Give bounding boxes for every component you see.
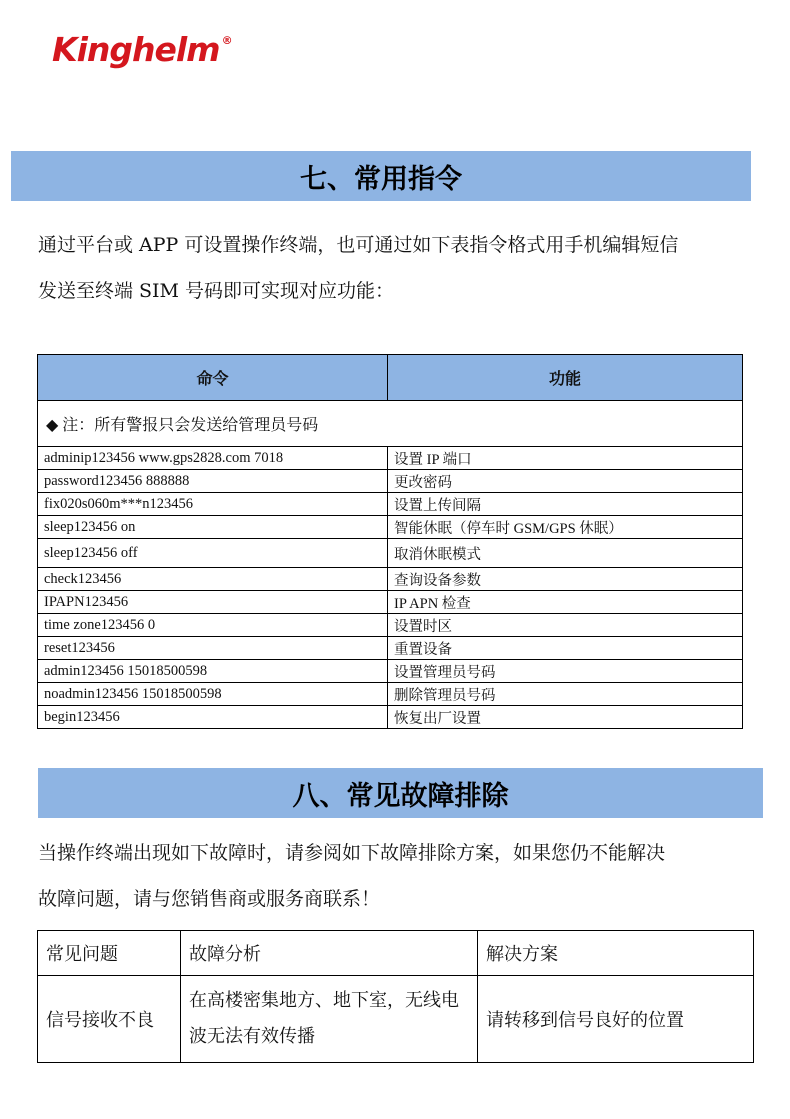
section7-intro (38, 222, 678, 314)
command-cell: sleep123456 on (38, 516, 388, 539)
function-cell: 更改密码 (388, 470, 743, 493)
table-row (38, 683, 743, 706)
command-cell: reset123456 (38, 637, 388, 660)
section8-intro-line2: 故障问题，请与您销售商或服务商联系！ (38, 888, 381, 910)
header-problem: 常见问题 (38, 931, 181, 976)
table-row (38, 976, 754, 1063)
fault-table-header (38, 931, 754, 976)
function-cell: 恢复出厂设置 (388, 706, 743, 729)
registered-mark: ® (221, 34, 232, 47)
command-cell: IPAPN123456 (38, 591, 388, 614)
command-table (37, 354, 743, 729)
function-cell: 取消休眠模式 (388, 539, 743, 568)
command-cell: sleep123456 off (38, 539, 388, 568)
section8-intro (38, 830, 665, 922)
command-cell: time zone123456 0 (38, 614, 388, 637)
analysis-line2: 波无法有效传播 (189, 1026, 315, 1047)
section8-intro-line1: 当操作终端出现如下故障时，请参阅如下故障排除方案，如果您仍不能解决 (38, 842, 666, 864)
fault-table (37, 930, 754, 1063)
note-row (38, 401, 743, 447)
command-cell: noadmin123456 15018500598 (38, 683, 388, 706)
function-cell: 设置上传间隔 (388, 493, 743, 516)
command-table-header (38, 355, 743, 401)
table-row (38, 637, 743, 660)
function-cell: 重置设备 (388, 637, 743, 660)
table-row (38, 614, 743, 637)
function-cell: IP APN 检查 (388, 591, 743, 614)
command-cell: fix020s060m***n123456 (38, 493, 388, 516)
function-cell: 设置管理员号码 (388, 660, 743, 683)
table-row (38, 706, 743, 729)
table-row (38, 493, 743, 516)
function-cell: 删除管理员号码 (388, 683, 743, 706)
section7-intro-line1: 通过平台或 APP 可设置操作终端，也可通过如下表指令格式用手机编辑短信 (38, 234, 679, 256)
function-cell: 设置 IP 端口 (388, 447, 743, 470)
section8-title: 八、常见故障排除 (292, 780, 509, 812)
header-solution: 解决方案 (478, 931, 754, 976)
table-row (38, 447, 743, 470)
section7-intro-line2: 发送至终端 SIM 号码即可实现对应功能： (38, 280, 395, 302)
note-text: ◆ 注：所有警报只会发送给管理员号码 (38, 401, 743, 447)
section7-title: 七、常用指令 (300, 163, 462, 195)
table-row (38, 568, 743, 591)
command-cell: admin123456 15018500598 (38, 660, 388, 683)
command-cell: check123456 (38, 568, 388, 591)
solution-cell: 请转移到信号良好的位置 (478, 976, 754, 1063)
section7-banner (11, 151, 751, 201)
command-cell: password123456 888888 (38, 470, 388, 493)
table-row (38, 539, 743, 568)
kinghelm-logo (52, 30, 232, 69)
section8-banner (38, 768, 763, 818)
analysis-line1: 在高楼密集地方、地下室，无线电 (189, 990, 459, 1011)
analysis-cell (181, 976, 478, 1063)
function-cell: 查询设备参数 (388, 568, 743, 591)
function-cell: 设置时区 (388, 614, 743, 637)
header-command: 命令 (38, 355, 388, 401)
logo-text: Kinghelm (52, 30, 220, 69)
function-cell: 智能休眠（停车时 GSM/GPS 休眠） (388, 516, 743, 539)
header-function: 功能 (388, 355, 743, 401)
header-analysis: 故障分析 (181, 931, 478, 976)
table-row (38, 516, 743, 539)
table-row (38, 660, 743, 683)
problem-cell: 信号接收不良 (38, 976, 181, 1063)
command-cell: begin123456 (38, 706, 388, 729)
command-cell: adminip123456 www.gps2828.com 7018 (38, 447, 388, 470)
table-row (38, 470, 743, 493)
table-row (38, 591, 743, 614)
